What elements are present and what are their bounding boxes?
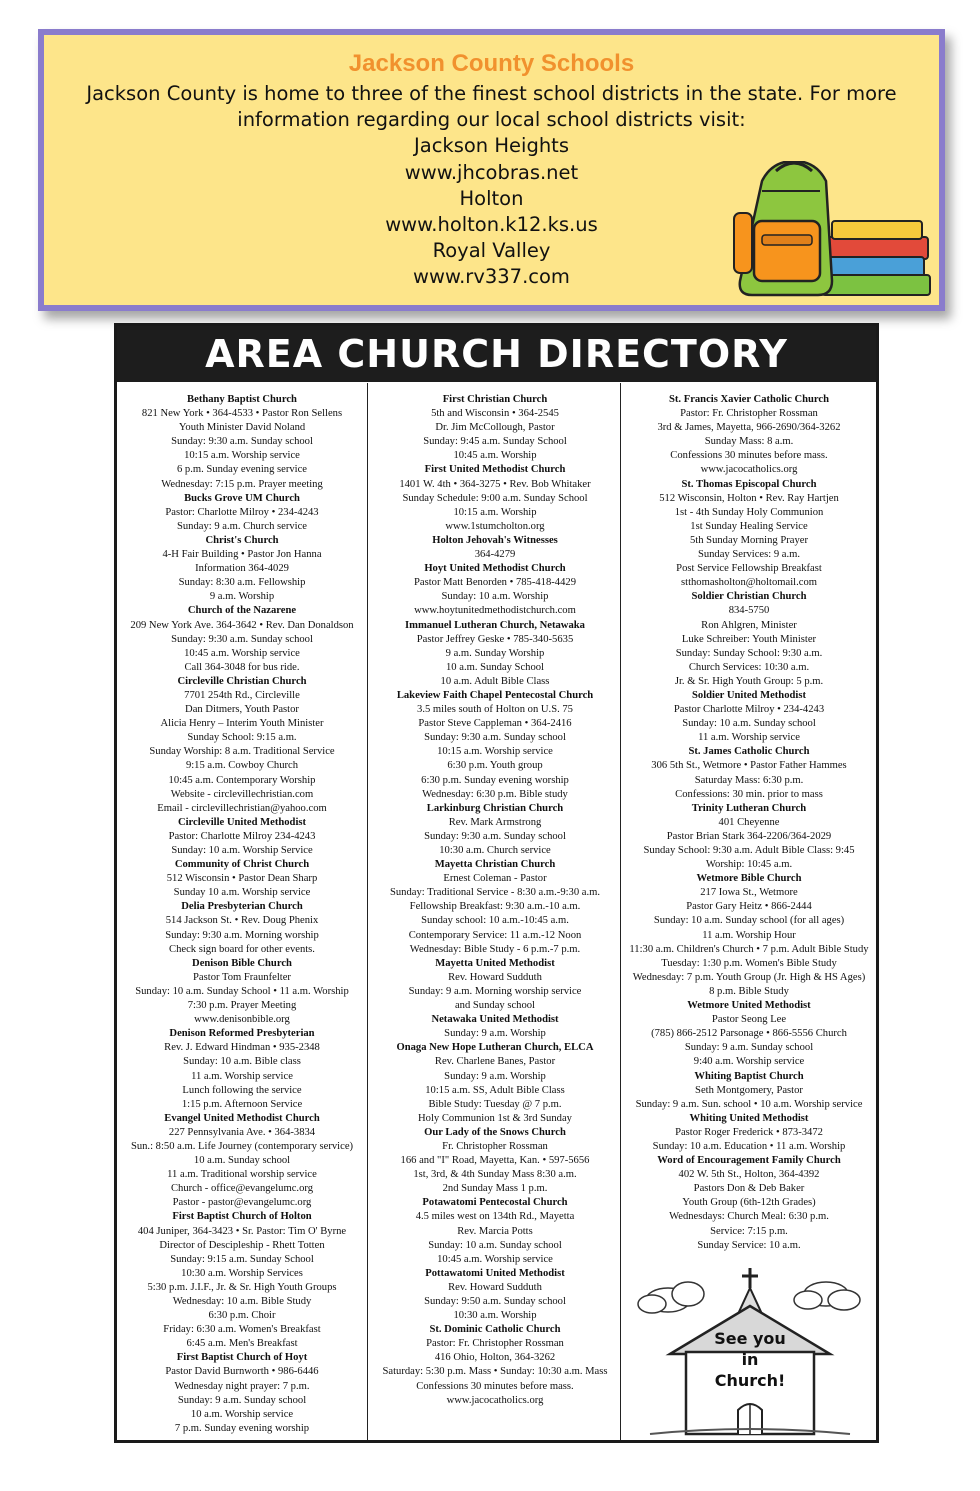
church-detail: Pastor Charlotte Milroy • 234-4243 bbox=[673, 704, 825, 716]
church-entry bbox=[119, 1210, 365, 1351]
church-detail: 10:30 a.m. Worship Services bbox=[181, 1267, 303, 1279]
church-detail: 401 Cheyenne bbox=[718, 816, 780, 828]
schools-line: information regarding our local school districts visit: bbox=[237, 108, 746, 132]
church-name: First United Methodist Church bbox=[424, 464, 566, 476]
church-detail: 821 New York • 364-4533 • Pastor Ron Sellens bbox=[141, 408, 343, 420]
church-detail: Sunday School: 9:30 a.m. Adult Bible Class: 9:45 bbox=[643, 845, 855, 856]
church-detail: Pastor - pastor@evangelumc.org bbox=[172, 1197, 312, 1209]
church-detail: 5th Sunday Morning Prayer bbox=[690, 534, 808, 546]
church-entry bbox=[622, 590, 876, 689]
church-detail: Sunday: 9:30 a.m. Morning worship bbox=[165, 929, 319, 941]
church-detail: Saturday: 5:30 p.m. Mass • Sunday: 10:30 a.m. Mass bbox=[382, 1366, 608, 1378]
church-detail: 6:30 p.m. Youth group bbox=[447, 760, 543, 772]
church-detail: 7 p.m. Sunday evening worship bbox=[174, 1422, 310, 1434]
church-name: Mayetta United Methodist bbox=[435, 957, 555, 969]
church-detail: 11 a.m. Worship service bbox=[191, 1070, 293, 1082]
church-name: Bucks Grove UM Church bbox=[184, 492, 300, 504]
church-detail: www.jacocatholics.org bbox=[446, 1394, 544, 1406]
church-name: Holton Jehovah's Witnesses bbox=[432, 534, 558, 546]
church-sign-text bbox=[690, 1328, 810, 1391]
church-name: St. Dominic Catholic Church bbox=[429, 1324, 561, 1336]
church-detail: Holy Communion 1st & 3rd Sunday bbox=[418, 1112, 572, 1124]
church-entry bbox=[370, 957, 620, 1013]
church-detail: 1st - 4th Sunday Holy Communion bbox=[674, 506, 824, 518]
church-detail: Sunday School: 9:15 a.m. bbox=[187, 732, 297, 744]
church-detail: Friday: 6:30 a.m. Women's Breakfast bbox=[163, 1324, 321, 1336]
church-detail: Pastor Roger Frederick • 873-3472 bbox=[675, 1126, 823, 1138]
church-entry bbox=[370, 534, 620, 562]
church-detail: Rev. Howard Sudduth bbox=[448, 1281, 542, 1293]
church-detail: Sunday: 9:45 a.m. Sunday School bbox=[423, 436, 567, 448]
church-detail: 512 Wisconsin, Holton • Rev. Ray Hartjen bbox=[659, 492, 839, 504]
church-detail: Sunday: 9 a.m. Morning worship service bbox=[408, 985, 582, 997]
church-name: First Christian Church bbox=[442, 394, 548, 405]
church-detail: Pastor Seong Lee bbox=[711, 1014, 787, 1026]
church-detail: 10:45 a.m. Worship bbox=[453, 450, 537, 462]
church-detail: Pastor Tom Fraunfelter bbox=[193, 971, 291, 983]
directory-column-2 bbox=[370, 393, 620, 1408]
church-detail: 6 p.m. Sunday evening service bbox=[176, 464, 308, 476]
church-detail: Information 364-4029 bbox=[195, 563, 289, 575]
church-detail: Confessions 30 minutes before mass. bbox=[416, 1380, 574, 1392]
church-name: Circleville United Methodist bbox=[177, 816, 307, 828]
church-detail: Service: 7:15 p.m. bbox=[710, 1225, 788, 1237]
church-name: Denison Bible Church bbox=[192, 957, 292, 969]
church-detail: www.hoytunitedmethodistchurch.com bbox=[414, 605, 576, 617]
church-entry bbox=[622, 393, 876, 478]
church-detail: Alicia Henry – Interim Youth Minister bbox=[160, 718, 324, 730]
church-detail: www.1stumcholton.org bbox=[445, 520, 545, 532]
church-entry bbox=[370, 1196, 620, 1266]
church-detail: Sunday: 9 a.m. Worship bbox=[444, 1028, 546, 1040]
church-detail: Sunday Schedule: 9:00 a.m. Sunday School bbox=[402, 492, 588, 504]
church-entry bbox=[119, 900, 365, 956]
church-name: Bethany Baptist Church bbox=[187, 394, 297, 405]
church-detail: Jr. & Sr. High Youth Group: 5 p.m. bbox=[674, 675, 824, 687]
church-detail: Sunday: 8:30 a.m. Fellowship bbox=[178, 577, 306, 589]
church-name: St. James Catholic Church bbox=[688, 746, 810, 758]
church-entry bbox=[119, 604, 365, 674]
church-detail: 11 a.m. Traditional worship service bbox=[167, 1169, 317, 1181]
church-name: First Baptist Church of Holton bbox=[172, 1211, 312, 1223]
church-name: Soldier United Methodist bbox=[692, 689, 806, 701]
column-divider bbox=[620, 383, 621, 1440]
church-detail: 10:45 a.m. Contemporary Worship bbox=[168, 774, 316, 786]
church-detail: Rev. J. Edward Hindman • 935-2348 bbox=[164, 1042, 320, 1054]
church-name: Hoyt United Methodist Church bbox=[424, 563, 566, 575]
church-detail: 6:30 p.m. Sunday evening worship bbox=[421, 774, 569, 786]
church-detail: 3rd & James, Mayetta, 966-2690/364-3262 bbox=[657, 422, 841, 434]
church-detail: Sunday: 10 a.m. Sunday school (for all ages) bbox=[653, 915, 845, 927]
church-entry bbox=[119, 858, 365, 900]
church-detail: 166 and "I" Road, Mayetta, Kan. • 597-5656 bbox=[400, 1155, 590, 1167]
directory-title: AREA CHURCH DIRECTORY bbox=[117, 326, 876, 382]
church-detail: 402 W. 5th St., Holton, 364-4392 bbox=[678, 1169, 820, 1181]
church-entry bbox=[370, 802, 620, 858]
church-detail: Fr. Christopher Rossman bbox=[442, 1140, 548, 1152]
church-detail: Sunday: 9:50 a.m. Sunday school bbox=[424, 1296, 566, 1307]
church-name: Pottawatomi United Methodist bbox=[425, 1267, 565, 1279]
church-detail: Post Service Fellowship Breakfast bbox=[676, 563, 822, 575]
church-name: St. Francis Xavier Catholic Church bbox=[669, 394, 829, 405]
church-detail: 306 5th St., Wetmore • Pastor Father Hammes bbox=[651, 760, 847, 772]
church-entry bbox=[370, 619, 620, 689]
church-entry bbox=[370, 562, 620, 618]
church-entry bbox=[622, 478, 876, 591]
church-entry bbox=[370, 1323, 620, 1408]
church-detail: Wednesday: 7 p.m. Youth Group (Jr. High & HS Ages) bbox=[632, 971, 866, 983]
church-detail: Wednesdays: Church Meal: 6:30 p.m. bbox=[669, 1211, 829, 1223]
church-detail: Sunday: 10 a.m. Sunday school bbox=[428, 1239, 562, 1251]
backpack-books-illustration bbox=[732, 161, 936, 299]
church-entry bbox=[622, 1112, 876, 1154]
church-detail: Tuesday: 1:30 p.m. Women's Bible Study bbox=[661, 957, 837, 969]
church-detail: Church - office@evangelumc.org bbox=[170, 1183, 314, 1195]
church-detail: 6:45 a.m. Men's Breakfast bbox=[186, 1338, 298, 1350]
church-detail: 2nd Sunday Mass 1 p.m. bbox=[442, 1183, 548, 1195]
church-directory bbox=[114, 323, 879, 1443]
church-detail: 10:45 a.m. Worship service bbox=[437, 1253, 553, 1265]
church-detail: 11 a.m. Worship Hour bbox=[702, 929, 796, 941]
church-detail: Dr. Jim McCollough, Pastor bbox=[435, 422, 555, 434]
church-detail: 834-5750 bbox=[728, 605, 770, 617]
church-detail: 1:15 p.m. Afternoon Service bbox=[181, 1098, 303, 1110]
church-detail: Pastor: Charlotte Milroy • 234-4243 bbox=[165, 506, 319, 518]
church-detail: Wednesday: 10 a.m. Bible Study bbox=[172, 1296, 312, 1307]
church-detail: Sunday: 10 a.m. Worship bbox=[441, 591, 549, 603]
church-detail: Saturday Mass: 6:30 p.m. bbox=[694, 774, 804, 786]
church-detail: 9:15 a.m. Cowboy Church bbox=[185, 760, 299, 772]
church-detail: Pastor: Fr. Christopher Rossman bbox=[426, 1338, 564, 1350]
schools-box bbox=[38, 29, 945, 311]
church-detail: Sunday: 10 a.m. Sunday school bbox=[682, 718, 816, 730]
church-entry bbox=[622, 999, 876, 1069]
church-name: Whiting Baptist Church bbox=[694, 1070, 804, 1082]
church-detail: Sunday: 10 a.m. Education • 11 a.m. Worship bbox=[652, 1140, 846, 1152]
church-entry bbox=[622, 689, 876, 745]
church-detail: Ron Ahlgren, Minister bbox=[701, 619, 797, 631]
church-name: Wetmore Bible Church bbox=[696, 873, 802, 885]
church-detail: Sunday: 10 a.m. Bible class bbox=[183, 1056, 301, 1068]
church-detail: 404 Juniper, 364-3423 • Sr. Pastor: Tim O' Byrne bbox=[137, 1225, 347, 1237]
church-name: Community of Christ Church bbox=[174, 859, 310, 871]
church-detail: Sunday: 9:30 a.m. Sunday school bbox=[171, 436, 313, 448]
church-entry bbox=[370, 393, 620, 463]
schools-link: www.holton.k12.ks.us bbox=[385, 213, 598, 237]
church-detail: Pastor Jeffrey Geske • 785-340-5635 bbox=[416, 633, 574, 645]
church-name: Larkinburg Christian Church bbox=[426, 802, 564, 814]
church-detail: Sunday 10 a.m. Worship service bbox=[173, 887, 311, 899]
church-entry bbox=[119, 393, 365, 492]
church-detail: and Sunday school bbox=[454, 1000, 536, 1012]
church-entry bbox=[119, 1027, 365, 1112]
church-detail: Sunday: Sunday School: 9:30 a.m. bbox=[675, 647, 823, 659]
church-sign-line: See you bbox=[714, 1329, 786, 1348]
church-detail: 10:45 a.m. Worship service bbox=[184, 647, 300, 659]
church-detail: Website - circlevillechristian.com bbox=[170, 788, 314, 800]
church-entry bbox=[370, 1041, 620, 1126]
directory-column-1 bbox=[119, 393, 365, 1436]
church-entry bbox=[370, 1126, 620, 1196]
church-detail: Sunday: 9 a.m. Sunday school bbox=[684, 1042, 814, 1054]
church-detail: Sunday: 9 a.m. Church service bbox=[176, 520, 308, 532]
church-name: Lakeview Faith Chapel Pentecostal Church bbox=[396, 689, 594, 701]
church-detail: 4-H Fair Building • Pastor Jon Hanna bbox=[162, 549, 322, 561]
church-name: Word of Encouragement Family Church bbox=[657, 1155, 841, 1167]
church-detail: Pastor Steve Cappleman • 364-2416 bbox=[418, 718, 572, 730]
church-detail: Rev. Mark Armstrong bbox=[448, 816, 542, 828]
church-detail: 5th and Wisconsin • 364-2545 bbox=[431, 408, 559, 420]
church-detail: Sun.: 8:50 a.m. Life Journey (contemporary service) bbox=[130, 1140, 354, 1152]
church-name: Denison Reformed Presbyterian bbox=[169, 1028, 315, 1040]
church-detail: 209 New York Ave. 364-3642 • Rev. Dan Donaldson bbox=[130, 619, 354, 631]
church-detail: 11:30 a.m. Children's Church • 7 p.m. Adult Bible Study bbox=[629, 943, 869, 955]
church-entry bbox=[119, 957, 365, 1027]
church-detail: Rev. Howard Sudduth bbox=[448, 971, 542, 983]
church-entry bbox=[622, 802, 876, 872]
church-detail: Sunday Worship: 8 a.m. Traditional Service bbox=[149, 746, 335, 758]
church-detail: Pastor David Burnworth • 986-6446 bbox=[165, 1366, 319, 1378]
church-detail: Sunday: 9:30 a.m. Sunday school bbox=[424, 830, 566, 842]
church-detail: Pastor: Fr. Christopher Rossman bbox=[680, 408, 818, 420]
church-detail: Sunday Services: 9 a.m. bbox=[697, 549, 801, 561]
schools-link: www.jhcobras.net bbox=[404, 160, 579, 184]
church-entry bbox=[119, 1351, 365, 1436]
church-detail: Confessions: 30 min. prior to mass bbox=[675, 788, 823, 800]
church-detail: Bible Study: Tuesday @ 7 p.m. bbox=[428, 1098, 562, 1110]
church-detail: 512 Wisconsin • Pastor Dean Sharp bbox=[166, 873, 318, 885]
church-detail: Dan Ditmers, Youth Pastor bbox=[185, 704, 299, 716]
church-detail: 10 a.m. Adult Bible Class bbox=[440, 675, 550, 687]
church-detail: Sunday school: 10 a.m.-10:45 a.m. bbox=[421, 915, 569, 927]
church-sign-line: Church! bbox=[714, 1371, 786, 1390]
church-detail: Sunday: 9:15 a.m. Sunday School bbox=[170, 1253, 314, 1265]
church-detail: Luke Schreiber: Youth Minister bbox=[681, 633, 817, 645]
schools-link: www.rv337.com bbox=[413, 265, 570, 289]
church-detail: 364-4279 bbox=[474, 549, 516, 561]
church-entry bbox=[119, 675, 365, 816]
schools-line: Holton bbox=[459, 186, 524, 210]
schools-title: Jackson County Schools bbox=[348, 50, 635, 77]
church-detail: www.jacocatholics.org bbox=[700, 464, 798, 476]
church-detail: Check sign board for other events. bbox=[169, 943, 315, 955]
church-detail: Church Services: 10:30 a.m. bbox=[688, 661, 810, 673]
church-detail: 7:30 p.m. Prayer Meeting bbox=[187, 1000, 297, 1012]
church-detail: 4.5 miles west on 134th Rd., Mayetta bbox=[415, 1211, 575, 1223]
church-name: Whiting United Methodist bbox=[689, 1112, 809, 1124]
church-name: Potawatomi Pentecostal Church bbox=[422, 1197, 568, 1209]
church-detail: Director of Descipleship - Rhett Totten bbox=[159, 1239, 325, 1251]
church-name: St. Thomas Episcopal Church bbox=[681, 478, 817, 490]
church-detail: Contemporary Service: 11 a.m.-12 Noon bbox=[408, 929, 582, 941]
church-detail: Email - circlevillechristian@yahoo.com bbox=[157, 802, 327, 814]
schools-line: Jackson County is home to three of the finest school districts in the state. For more bbox=[86, 82, 897, 105]
church-detail: (785) 866-2512 Parsonage • 866-5556 Church bbox=[651, 1028, 847, 1040]
church-detail: 10:30 a.m. Church service bbox=[439, 845, 551, 856]
church-name: Trinity Lutheran Church bbox=[691, 802, 807, 814]
church-detail: 10:15 a.m. Worship service bbox=[437, 746, 553, 758]
church-detail: Wednesday night prayer: 7 p.m. bbox=[174, 1380, 310, 1392]
church-detail: 10:30 a.m. Worship bbox=[453, 1310, 537, 1322]
church-detail: Sunday: 9:30 a.m. Sunday school bbox=[171, 633, 313, 645]
church-detail: Pastor: Charlotte Milroy 234-4243 bbox=[168, 830, 316, 842]
church-detail: Youth Minister David Noland bbox=[178, 422, 306, 434]
church-entry bbox=[622, 1154, 876, 1253]
church-detail: Wednesday: Bible Study - 6 p.m.-7 p.m. bbox=[409, 943, 581, 955]
church-detail: 10:15 a.m. SS, Adult Bible Class bbox=[425, 1084, 565, 1096]
church-detail: 9 a.m. Worship bbox=[209, 591, 275, 603]
church-detail: 9:40 a.m. Worship service bbox=[693, 1056, 805, 1068]
church-detail: 10:15 a.m. Worship service bbox=[184, 450, 300, 462]
church-name: Delia Presbyterian Church bbox=[181, 901, 303, 913]
church-name: Our Lady of the Snows Church bbox=[424, 1126, 566, 1138]
church-detail: 8 p.m. Bible Study bbox=[709, 985, 789, 997]
schools-line: Royal Valley bbox=[432, 239, 551, 263]
church-detail: Sunday: 9 a.m. Worship bbox=[444, 1070, 546, 1082]
church-entry bbox=[119, 492, 365, 534]
church-name: Onaga New Hope Lutheran Church, ELCA bbox=[396, 1042, 594, 1054]
church-name: Wetmore United Methodist bbox=[687, 1000, 811, 1012]
church-detail: Pastor Gary Heitz • 866-2444 bbox=[686, 901, 812, 913]
church-detail: stthomasholton@holtomail.com bbox=[681, 577, 817, 589]
church-name: Church of the Nazarene bbox=[187, 605, 297, 617]
church-detail: Wednesday: 7:15 p.m. Prayer meeting bbox=[161, 478, 323, 490]
church-name: First Baptist Church of Hoyt bbox=[176, 1352, 308, 1364]
church-detail: Rev. Marcia Potts bbox=[457, 1225, 533, 1237]
church-entry bbox=[119, 816, 365, 858]
church-name: Circleville Christian Church bbox=[177, 675, 307, 687]
church-name: Netawaka United Methodist bbox=[431, 1014, 559, 1026]
church-detail: Rev. Charlene Banes, Pastor bbox=[434, 1056, 556, 1068]
church-detail: Pastor Brian Stark 364-2206/364-2029 bbox=[666, 830, 832, 842]
church-detail: 1st, 3rd, & 4th Sunday Mass 8:30 a.m. bbox=[413, 1169, 577, 1181]
church-sign-line: in bbox=[741, 1350, 759, 1369]
church-entry bbox=[370, 858, 620, 957]
church-detail: Ernest Coleman - Pastor bbox=[443, 873, 547, 885]
schools-line: Jackson Heights bbox=[414, 134, 569, 158]
church-name: Immanuel Lutheran Church, Netawaka bbox=[405, 619, 585, 631]
church-entry bbox=[622, 1070, 876, 1112]
church-detail: 10 a.m. Sunday School bbox=[446, 661, 544, 673]
church-detail: Sunday: 9:30 a.m. Sunday school bbox=[424, 732, 566, 744]
church-entry bbox=[370, 463, 620, 533]
church-detail: Confessions 30 minutes before mass. bbox=[670, 450, 828, 462]
church-detail: Sunday Mass: 8 a.m. bbox=[704, 436, 794, 448]
church-name: Evangel United Methodist Church bbox=[164, 1112, 320, 1124]
church-detail: 7701 254th Rd., Circleville bbox=[184, 689, 300, 701]
church-detail: Sunday Service: 10 a.m. bbox=[697, 1239, 801, 1251]
column-divider bbox=[367, 383, 368, 1440]
church-entry bbox=[622, 745, 876, 801]
church-detail: 514 Jackson St. • Rev. Doug Phenix bbox=[165, 915, 319, 927]
church-detail: Youth Group (6th-12th Grades) bbox=[682, 1197, 816, 1209]
directory-column-3 bbox=[622, 393, 876, 1253]
church-detail: Wednesday: 6:30 p.m. Bible study bbox=[422, 788, 568, 800]
church-detail: 1401 W. 4th • 364-3275 • Rev. Bob Whitaker bbox=[399, 478, 591, 490]
church-detail: 227 Pennsylvania Ave. • 364-3834 bbox=[168, 1126, 316, 1138]
church-entry bbox=[370, 1267, 620, 1323]
church-detail: 9 a.m. Sunday Worship bbox=[445, 647, 545, 659]
church-entry bbox=[119, 1112, 365, 1211]
church-name: Christ's Church bbox=[205, 534, 279, 546]
church-detail: 10:15 a.m. Worship bbox=[453, 506, 537, 518]
church-entry bbox=[119, 534, 365, 604]
church-detail: Sunday: 9 a.m. Sunday school bbox=[177, 1394, 307, 1406]
church-detail: Lunch following the service bbox=[182, 1084, 302, 1096]
church-name: Mayetta Christian Church bbox=[434, 859, 556, 871]
church-detail: Sunday: 9 a.m. Sun. school • 10 a.m. Worship service bbox=[635, 1098, 863, 1110]
church-entry bbox=[370, 689, 620, 802]
church-detail: 11 a.m. Worship service bbox=[698, 732, 800, 744]
church-detail: Pastor Matt Benorden • 785-418-4429 bbox=[413, 577, 576, 589]
church-detail: 1st Sunday Healing Service bbox=[690, 520, 808, 532]
church-detail: 5:30 p.m. J.I.F., Jr. & Sr. High Youth Groups bbox=[147, 1281, 337, 1293]
church-detail: 10 a.m. Sunday school bbox=[193, 1155, 291, 1167]
church-detail: www.denisonbible.org bbox=[194, 1014, 290, 1026]
church-detail: Sunday: 10 a.m. Worship Service bbox=[171, 845, 313, 856]
church-detail: Sunday: Traditional Service - 8:30 a.m.-9:30 a.m. bbox=[389, 887, 601, 899]
church-detail: Worship: 10:45 a.m. bbox=[705, 859, 793, 871]
church-detail: 6:30 p.m. Choir bbox=[208, 1310, 276, 1322]
church-detail: Fellowship Breakfast: 9:30 a.m.-10 a.m. bbox=[409, 901, 581, 913]
church-entry bbox=[622, 872, 876, 999]
church-detail: 10 a.m. Worship service bbox=[190, 1408, 294, 1420]
church-entry bbox=[370, 1013, 620, 1041]
church-detail: 416 Ohio, Holton, 364-3262 bbox=[434, 1352, 556, 1364]
church-detail: 217 Iowa St., Wetmore bbox=[700, 887, 798, 899]
church-name: Soldier Christian Church bbox=[691, 591, 807, 603]
church-detail: Sunday: 10 a.m. Sunday School • 11 a.m. Worship bbox=[135, 985, 349, 997]
church-detail: Seth Montgomery, Pastor bbox=[695, 1084, 803, 1096]
church-detail: Call 364-3048 for bus ride. bbox=[184, 661, 300, 673]
church-detail: 3.5 miles south of Holton on U.S. 75 bbox=[417, 704, 573, 716]
church-detail: Pastors Don & Deb Baker bbox=[693, 1183, 805, 1195]
